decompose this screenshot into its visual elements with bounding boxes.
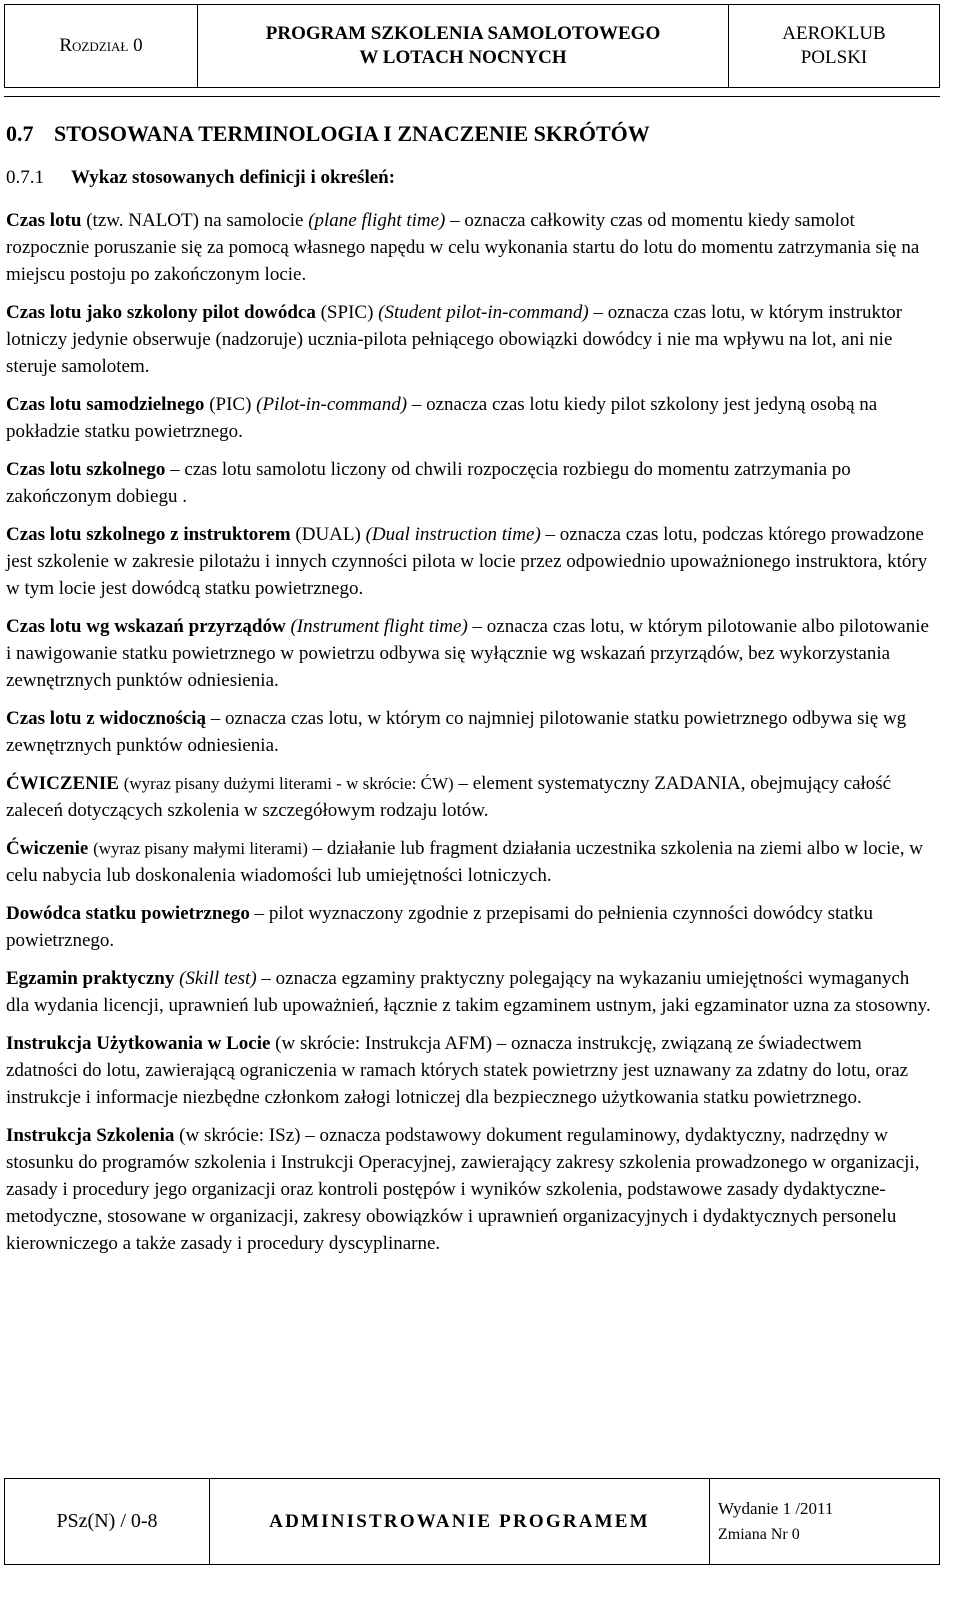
definition-term: Czas lotu [6, 210, 82, 231]
definition-paragraph [6, 521, 934, 602]
definition-english: (Instrument flight time) [290, 616, 468, 637]
document-body [6, 118, 934, 1268]
subsection-title: Wykaz stosowanych definicji i określeń: [71, 167, 396, 188]
definition-paragraph [6, 900, 934, 954]
definition-term: Dowódca statku powietrznego [6, 903, 250, 924]
definition-english: (Student pilot-in-command) [378, 302, 589, 323]
section-heading [6, 118, 934, 150]
definitions-list [6, 207, 934, 1257]
definition-paragraph [6, 835, 934, 889]
change-text: Zmiana Nr 0 [718, 1525, 800, 1543]
doc-code-text: PSz(N) / 0-8 [56, 1510, 158, 1532]
page-footer [4, 1478, 940, 1565]
definition-paragraph [6, 705, 934, 759]
footer-title [210, 1479, 710, 1564]
edition-text: Wydanie 1 /2011 [718, 1498, 834, 1518]
definition-english: (Pilot-in-command) [256, 394, 408, 415]
definition-paragraph [6, 391, 934, 445]
definition-text: (w skrócie: ISz) – oznacza podstawowy dokument regulaminowy, dydaktyczny, nadrzędny w stosunku do programów szkolenia i Instrukcji Operacyjnej, zawierający zakresy szkolenia prowadzonego w organizacji, zasady i procedury jego organizacji oraz kontroli postępów i wyników szkolenia, podstawowe zasady dydaktyczne-metodyczne, stosowane w organizacji, zakresy obowiązków i uprawnień organizacyjnych i dydaktycznych personelu kierowniczego a także zasady i procedury dyscyplinarne. [6, 1125, 920, 1254]
section-title: STOSOWANA TERMINOLOGIA I ZNACZENIE SKRÓTÓW [54, 121, 650, 146]
program-title-line2: W LOTACH NOCNYCH [359, 47, 567, 68]
definition-text: (w skrócie: Instrukcja AFM) – oznacza instrukcję, związaną ze świadectwem zdatności do lotu, zawierającą ograniczenia w ramach których statek powietrzny jest uznawany za zdatny do lotu, oraz instrukcje i informacje niezbędne członkom załogi lotniczej dla bezpiecznego użytkowania statku powietrznego. [6, 1033, 909, 1108]
definition-term: Czas lotu jako szkolony pilot dowódca [6, 302, 316, 323]
header-divider [4, 96, 940, 97]
definition-text: – oznacza całkowity czas od momentu kiedy samolot rozpocznie poruszanie się za pomocą własnego napędu w celu wykonania startu do lotu do momentu zatrzymania się na miejscu postoju po zakończonym locie. [6, 210, 920, 285]
definition-text: – pilot wyznaczony zgodnie z przepisami do pełnienia czynności dowódcy statku powietrznego. [6, 903, 873, 951]
definition-text: – oznacza czas lotu kiedy pilot szkolony jest jedyną osobą na pokładzie statku powietrznego. [6, 394, 878, 442]
definition-text: – oznacza egzaminy praktyczny polegający na wykazaniu umiejętności wymaganych dla wydania licencji, uprawnień lub upoważnień, łącznie z takim egzaminem ustnym, jaki egzaminator uzna za stosowny. [6, 968, 931, 1016]
organization-name [729, 5, 939, 87]
definition-text: – oznacza czas lotu, w którym pilotowanie albo pilotowanie i nawigowanie statku powietrznego w powietrzu odbywa się wyłącznie wg wskazań przyrządów, bez wykorzystania zewnętrznych punktów odniesienia. [6, 616, 929, 691]
footer-title-text: ADMINISTROWANIE PROGRAMEM [269, 1510, 650, 1532]
definition-term: Czas lotu wg wskazań przyrządów [6, 616, 286, 637]
definition-abbrev: (PIC) [204, 394, 257, 415]
definition-english: (Skill test) [179, 968, 257, 989]
subsection-number: 0.7.1 [6, 167, 44, 188]
definition-term: Czas lotu szkolnego [6, 459, 166, 480]
section-number: 0.7 [6, 121, 34, 146]
definition-paragraph [6, 613, 934, 694]
definition-abbrev: (SPIC) [315, 302, 379, 323]
edition-info [710, 1479, 939, 1564]
definition-text: – element systematyczny ZADANIA, obejmujący całość zaleceń dotyczących szkolenia w szczegółowym rodzaju lotów. [6, 773, 892, 821]
definition-term: Egzamin praktyczny [6, 968, 175, 989]
definition-note: (wyraz pisany małymi literami) [93, 839, 308, 858]
chapter-label [5, 5, 198, 87]
organization-line2: POLSKI [800, 47, 868, 68]
definition-term: Czas lotu szkolnego z instruktorem [6, 524, 291, 545]
definition-text: – działanie lub fragment działania uczestnika szkolenia na ziemi albo w locie, w celu nabycia lub doskonalenia wiadomości lub umiejętności lotniczych. [6, 838, 924, 886]
definition-term: Czas lotu z widocznością [6, 708, 207, 729]
definition-paragraph [6, 1030, 934, 1111]
definition-paragraph [6, 965, 934, 1019]
definition-term: ĆWICZENIE [6, 773, 119, 794]
definition-text: – czas lotu samolotu liczony od chwili rozpoczęcia rozbiegu do momentu zatrzymania po zakończonym dobiegu . [6, 459, 851, 507]
definition-abbrev: (DUAL) [290, 524, 366, 545]
definition-term: Instrukcja Użytkowania w Locie [6, 1033, 271, 1054]
definition-paragraph [6, 456, 934, 510]
definition-note: (wyraz pisany dużymi literami - w skrócie: ĆW) [123, 774, 454, 793]
definition-paragraph [6, 770, 934, 824]
doc-code [5, 1479, 210, 1564]
program-title-line1: PROGRAM SZKOLENIA SAMOLOTOWEGO [265, 23, 661, 44]
definition-paragraph [6, 299, 934, 380]
chapter-text: Rozdział 0 [59, 35, 143, 56]
definition-term: Czas lotu samodzielnego [6, 394, 205, 415]
page-header [4, 4, 940, 88]
definition-abbrev: (tzw. NALOT) na samolocie [81, 210, 309, 231]
definition-paragraph [6, 207, 934, 288]
definition-english: (Dual instruction time) [365, 524, 541, 545]
subsection-heading [6, 165, 934, 191]
definition-text: – oznacza czas lotu, w którym instruktor lotniczy jedynie obserwuje (nadzoruje) ucznia-pilota pełniącego obowiązki dowódcy i nie ma wpływu na lot, ani nie steruje samolotem. [6, 302, 903, 377]
program-title [198, 5, 729, 87]
definition-term: Ćwiczenie [6, 838, 89, 859]
definition-text: – oznacza czas lotu, w którym co najmniej pilotowanie statku powietrznego odbywa się wg zewnętrznych punktów odniesienia. [6, 708, 907, 756]
definition-english: (plane flight time) [308, 210, 446, 231]
definition-paragraph [6, 1122, 934, 1257]
definition-text: – oznacza czas lotu, podczas którego prowadzone jest szkolenie w zakresie pilotażu i innych czynności pilota w locie przez odpowiednio upoważnionego instruktora, który w tym locie jest dowódcą statku powietrznego. [6, 524, 928, 599]
definition-term: Instrukcja Szkolenia [6, 1125, 175, 1146]
organization-line1: AEROKLUB [782, 23, 886, 44]
